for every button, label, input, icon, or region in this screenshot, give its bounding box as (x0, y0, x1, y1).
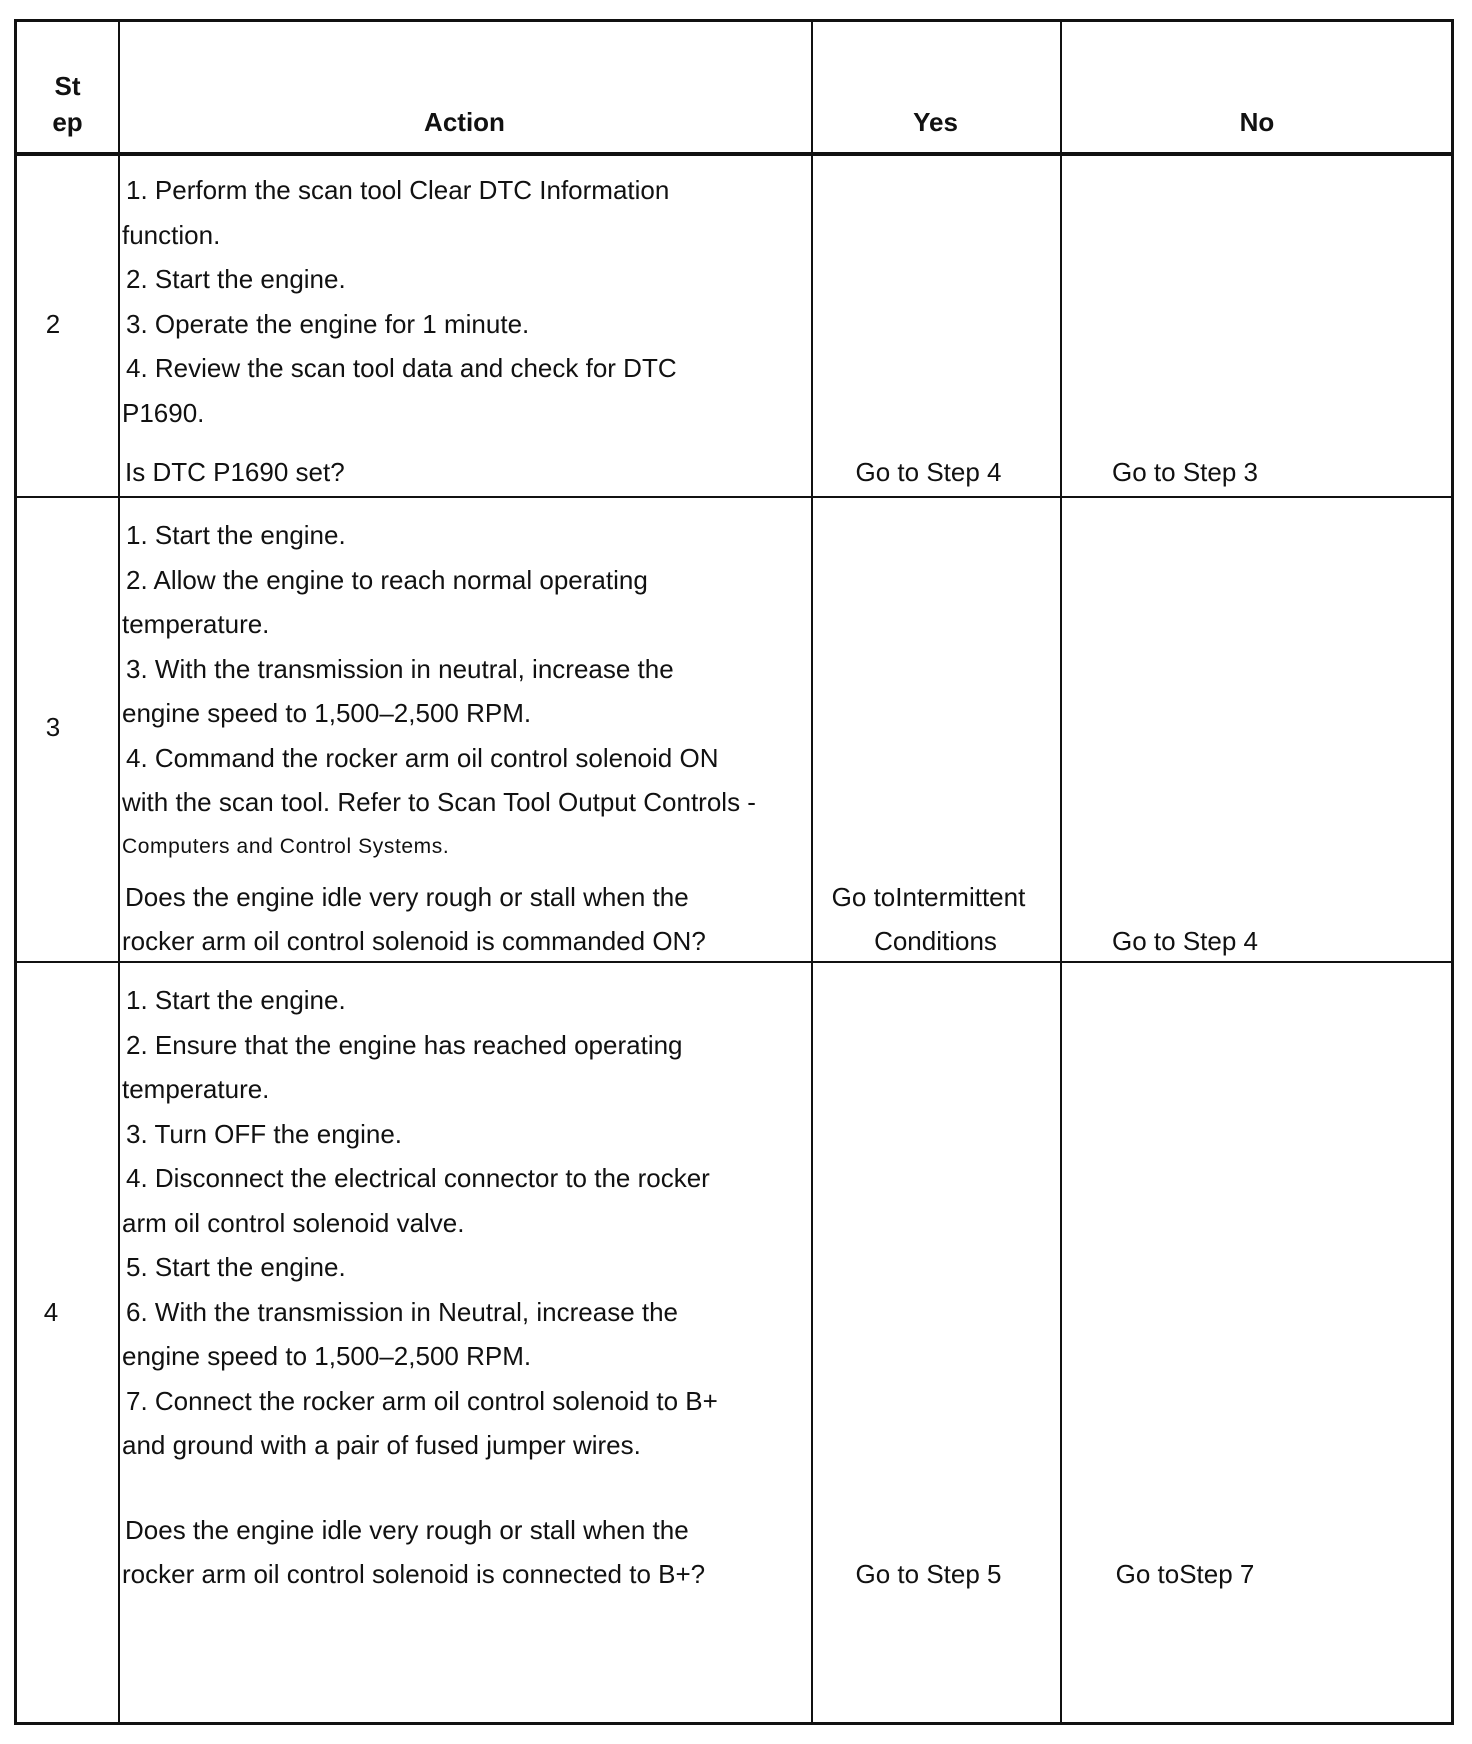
action-line: 7. Connect the rocker arm oil control solenoid to B+ (126, 1386, 718, 1416)
step-number: 4 (43, 1297, 59, 1327)
action-line: 3. With the transmission in neutral, increase the (126, 654, 674, 684)
question: Is DTC P1690 set? (125, 457, 345, 487)
action-line: 2. Allow the engine to reach normal operating (126, 565, 648, 595)
column-divider (1060, 22, 1062, 1722)
action-line: arm oil control solenoid valve. (122, 1208, 465, 1238)
no-result: Go toStep 7 (1115, 1559, 1255, 1589)
yes-result: Conditions (874, 926, 997, 956)
yes-result: Go to Step 5 (855, 1559, 1002, 1589)
action-line: function. (122, 220, 221, 250)
action-line: with the scan tool. Refer to Scan Tool Output Controls - (122, 787, 756, 817)
question: Does the engine idle very rough or stall when the (125, 1515, 689, 1545)
step-number: 3 (45, 712, 61, 742)
action-line: 2. Start the engine. (126, 264, 346, 294)
diagnostic-table (14, 19, 1454, 1725)
column-divider (118, 22, 120, 1722)
action-line: 3. Operate the engine for 1 minute. (126, 309, 530, 339)
action-line: P1690. (122, 398, 205, 428)
action-line: engine speed to 1,500–2,500 RPM. (122, 698, 532, 728)
no-result: Go to Step 3 (1112, 457, 1258, 487)
question: rocker arm oil control solenoid is commanded ON? (122, 926, 706, 956)
action-line: and ground with a pair of fused jumper wires. (122, 1430, 641, 1460)
header-step-line1: St (54, 71, 81, 101)
action-line: Computers and Control Systems. (122, 835, 450, 858)
header-no: No (1239, 107, 1275, 137)
action-line: 1. Start the engine. (126, 520, 346, 550)
action-line: 3. Turn OFF the engine. (126, 1119, 403, 1149)
action-line: 4. Review the scan tool data and check for DTC (126, 353, 677, 383)
action-line: 4. Disconnect the electrical connector to the rocker (126, 1163, 710, 1193)
question: Does the engine idle very rough or stall when the (125, 882, 689, 912)
question: rocker arm oil control solenoid is connected to B+? (122, 1559, 706, 1589)
action-line: temperature. (122, 609, 270, 639)
action-line: 5. Start the engine. (126, 1252, 346, 1282)
yes-result: Go to Step 4 (855, 457, 1002, 487)
row-divider (17, 496, 1451, 498)
action-line: 1. Perform the scan tool Clear DTC Information (126, 175, 670, 205)
action-line: temperature. (122, 1074, 270, 1104)
action-line: 1. Start the engine. (126, 985, 346, 1015)
no-result: Go to Step 4 (1112, 926, 1258, 956)
action-line: engine speed to 1,500–2,500 RPM. (122, 1341, 532, 1371)
row-divider (17, 152, 1451, 156)
header-yes: Yes (913, 107, 958, 137)
action-line: 6. With the transmission in Neutral, increase the (126, 1297, 679, 1327)
header-step-line2: ep (52, 107, 83, 137)
yes-result: Go toIntermittent (831, 882, 1026, 912)
action-line: 2. Ensure that the engine has reached operating (126, 1030, 683, 1060)
step-number: 2 (45, 309, 61, 339)
header-action: Action (424, 107, 505, 137)
action-line: 4. Command the rocker arm oil control solenoid ON (126, 743, 719, 773)
column-divider (811, 22, 813, 1722)
header-step (17, 68, 118, 140)
